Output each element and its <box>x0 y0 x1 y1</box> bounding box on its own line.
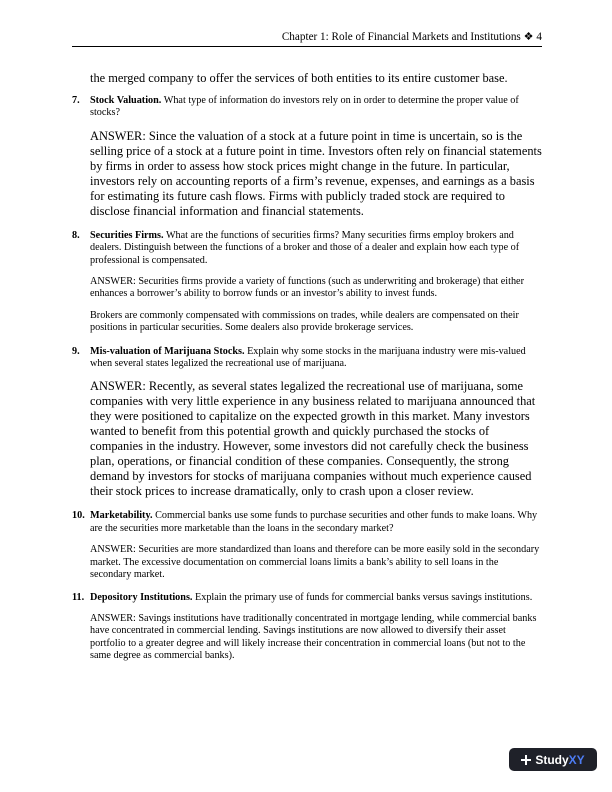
question-number: 10. <box>72 510 85 522</box>
question-body: What type of information do investors rely on in order to determine the proper value of stocks? <box>90 95 519 119</box>
question-number: 7. <box>72 95 80 106</box>
page-content <box>72 71 542 663</box>
question-body: What are the functions of securities firms? Many securities firms employ brokers and dealers. Distinguish between the functions of a broker and those of a dealer and explain how each type of professional is compensated. <box>90 229 520 266</box>
answer-text: ANSWER: Securities are more standardized than loans and therefore can be more easily sold in the secondary market. The excessive documentation on commercial loans limits a bank’s ability to sell loans in the secondary market. <box>90 544 540 581</box>
question-body: Explain why some stocks in the marijuana industry were mis-valued when several states legalized the recreational use of marijuana. <box>90 345 526 370</box>
question-text <box>90 592 542 604</box>
answer-text: ANSWER: Securities firms provide a variety of functions (such as underwriting and brokerage) that either enhances a borrower’s ability to borrow funds or an investor’s ability to invest funds. <box>90 276 524 300</box>
question-body: Commercial banks use some funds to purchase securities and other funds to make loans. Why are the securities more marketable than the loans in the secondary market? <box>90 510 538 534</box>
plus-icon <box>521 755 531 765</box>
answer-text: ANSWER: Savings institutions have traditionally concentrated in mortgage lending, while commercial banks have concentrated in commercial lending. Savings institutions are now allowed to diversify their asset portfolio to a greater degree and will likely increase their concentration in commercial loans (but not to the same degree as commercial banks). <box>90 612 537 662</box>
answer-text: ANSWER: Since the valuation of a stock at a future point in time is uncertain, so is the selling price of a stock at a future point in time. Investors often rely on financial statements by firms in order to assess how stock prices might change in the future. In particular, investors rely on accounting reports of a firm’s revenue, expenses, and earnings as a basis for estimating its future cash flows. Firms with publicly traded stock are required to disclose financial information and financial statements. <box>90 128 542 218</box>
question-body: Explain the primary use of funds for commercial banks versus savings institutions. <box>195 591 533 603</box>
page-number: 4 <box>536 31 542 43</box>
question-text <box>90 230 542 267</box>
answer-text: ANSWER: Recently, as several states legalized the recreational use of marijuana, some companies with very little experience in any business related to marijuana announced that they were positioned to capitalize on the expected growth in this market. Many investors wanted to benefit from this potential growth and quickly purchased the stocks of companies in the industry. However, some investors did not carefully check the business plan, operations, or financial condition of these companies. Consequently, the strong demand by investors for stocks of marijuana companies without much experience caused their stock prices to increase dramatically, only to crash upon a closer review. <box>90 379 536 499</box>
question-title: Depository Institutions. <box>90 591 193 603</box>
question-number: 8. <box>72 229 80 241</box>
brand-accent: XY <box>568 752 585 767</box>
answer-text: Brokers are commonly compensated with commissions on trades, while dealers are compensated on their positions in particular securities. Some dealers also provide brokerage services. <box>90 309 519 334</box>
page-header <box>72 30 542 47</box>
question-8 <box>72 230 542 335</box>
question-text <box>90 346 542 371</box>
question-title: Stock Valuation. <box>90 95 162 106</box>
question-title: Mis-valuation of Marijuana Stocks. <box>90 345 245 357</box>
question-text <box>90 510 542 535</box>
continuation-text: the merged company to offer the services of both entities to its entire customer base. <box>90 71 508 85</box>
question-text <box>90 95 542 120</box>
question-11 <box>72 592 542 663</box>
question-10 <box>72 510 542 581</box>
question-number: 11. <box>72 591 85 603</box>
question-title: Securities Firms. <box>90 229 164 241</box>
brand-name <box>535 753 584 767</box>
question-9 <box>72 346 542 500</box>
question-number: 9. <box>72 345 80 357</box>
studyxy-badge[interactable] <box>509 748 597 771</box>
question-7 <box>72 95 542 219</box>
chapter-title: Chapter 1: Role of Financial Markets and Institutions <box>281 31 521 43</box>
brand-main: Study <box>535 752 569 767</box>
ornament-icon: ❖ <box>523 31 534 43</box>
question-title: Marketability. <box>90 510 153 522</box>
